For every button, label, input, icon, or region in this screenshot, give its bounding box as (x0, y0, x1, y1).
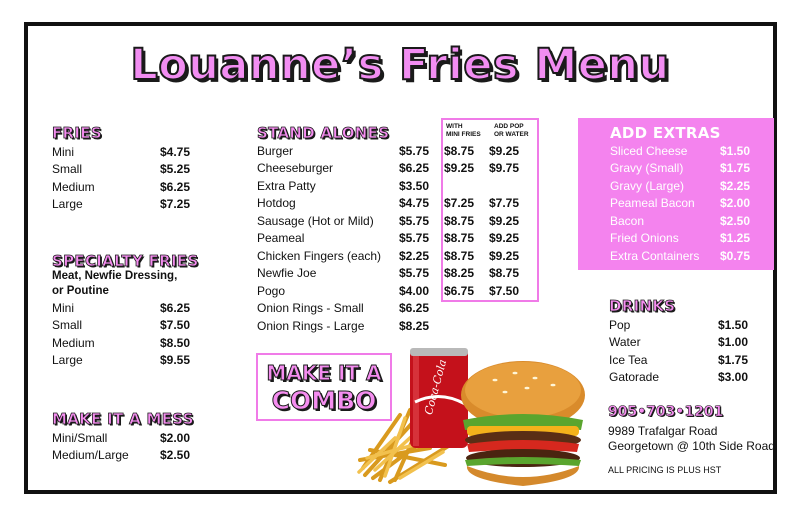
make-combo-line1: MAKE IT A (266, 361, 382, 385)
extras-heading: ADD EXTRAS (610, 124, 721, 142)
list-item: Sausage (Hot or Mild) $5.75 (257, 213, 429, 228)
extras-list (610, 142, 750, 265)
list-item: Mini $4.75 (52, 144, 190, 159)
combo-col2-header: ADD POP OR WATER (494, 123, 529, 138)
list-item: Large $7.25 (52, 197, 190, 212)
list-item: Gravy (Large) $2.25 (610, 178, 750, 193)
make-combo-line2: COMBO (271, 386, 377, 415)
stand-alones-list (257, 142, 429, 335)
burger-fries-soda-image (355, 340, 590, 490)
list-item: Chicken Fingers (each) $2.25 (257, 248, 429, 263)
list-item: Sliced Cheese $1.50 (610, 143, 750, 158)
table-row: $8.75 $9.25 (444, 143, 520, 158)
table-row: $6.75 $7.50 (444, 283, 520, 298)
list-item: Peameal $5.75 (257, 231, 429, 246)
specialty-list (52, 299, 190, 369)
fries-list (52, 143, 190, 213)
list-item: Small $5.25 (52, 162, 190, 177)
list-item: Bacon $2.50 (610, 213, 750, 228)
list-item: Extra Containers $0.75 (610, 248, 750, 263)
can-logo: Coca-Cola (422, 358, 450, 417)
combo-price-list (444, 142, 534, 300)
list-item: Water $1.00 (609, 335, 748, 350)
phone-number: 905•703•1201 (608, 404, 724, 420)
list-item: Onion Rings - Large $8.25 (257, 318, 429, 333)
table-row: $8.25 $8.75 (444, 266, 520, 281)
menu-title: Louanne’s Fries Menu (130, 40, 670, 90)
table-row: $8.75 $9.25 (444, 248, 520, 263)
list-item: Newfie Joe $5.75 (257, 266, 429, 281)
table-row: $7.25 $7.75 (444, 196, 520, 211)
list-item: Fried Onions $1.25 (610, 231, 750, 246)
table-row: $8.75 $9.25 (444, 231, 520, 246)
drinks-list (609, 316, 748, 386)
table-row (444, 177, 534, 195)
mess-heading: MAKE IT A MESS (52, 410, 194, 428)
table-row: $9.25 $9.75 (444, 161, 520, 176)
mess-list (52, 429, 190, 464)
combo-col1-header: WITH MINI FRIES (446, 123, 481, 138)
list-item: Small $7.50 (52, 318, 190, 333)
list-item: Medium $6.25 (52, 179, 190, 194)
list-item: Gravy (Small) $1.75 (610, 161, 750, 176)
soda-can-illustration (410, 348, 468, 448)
fries-heading: FRIES (52, 124, 102, 142)
list-item: Peameal Bacon $2.00 (610, 196, 750, 211)
stand-alones-heading: STAND ALONES (257, 124, 390, 142)
drinks-heading: DRINKS (609, 297, 676, 315)
list-item: Burger $5.75 (257, 143, 429, 158)
list-item: Large $9.55 (52, 353, 190, 368)
list-item: Mini/Small $2.00 (52, 430, 190, 445)
list-item: Extra Patty $3.50 (257, 178, 429, 193)
list-item: Medium/Large $2.50 (52, 448, 190, 463)
list-item: Onion Rings - Small $6.25 (257, 301, 429, 316)
list-item: Gatorade $3.00 (609, 370, 748, 385)
address: 9989 Trafalgar Road Georgetown @ 10th Side Road (608, 424, 775, 453)
specialty-heading: SPECIALTY FRIES (52, 252, 199, 270)
list-item: Pop $1.50 (609, 317, 748, 332)
list-item: Ice Tea $1.75 (609, 352, 748, 367)
pricing-note: ALL PRICING IS PLUS HST (608, 465, 722, 475)
list-item: Pogo $4.00 (257, 283, 429, 298)
list-item: Mini $6.25 (52, 300, 190, 315)
list-item: Cheeseburger $6.25 (257, 161, 429, 176)
burger-illustration (461, 361, 585, 486)
add-extras-panel (578, 118, 774, 270)
table-row: $8.75 $9.25 (444, 213, 520, 228)
list-item: Hotdog $4.75 (257, 196, 429, 211)
specialty-subheading: Meat, Newfie Dressing, or Poutine (52, 270, 178, 297)
list-item: Medium $8.50 (52, 335, 190, 350)
